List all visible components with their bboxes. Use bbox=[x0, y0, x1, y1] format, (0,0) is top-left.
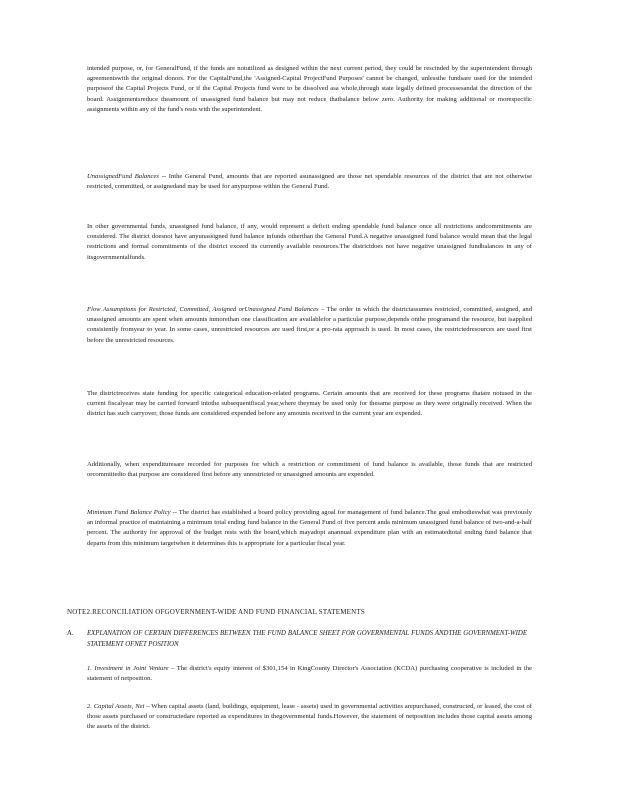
paragraph-heading: UnassignedFund Balances bbox=[87, 173, 159, 180]
paragraph-text: – The order in which the districtassumes restricted, committed, assigned, and unassigned amounts are spent when amounts inmorethan one classification are availablefor a particular purpose,depends onthe programand the resource, but isapplied consistently fromyear to year. In some cases, unrestricted resources are used first,or a pro-rata approach is used. In most cases, the restrictedresources are used first before the unrestricted resources. bbox=[87, 306, 532, 344]
item-text: – When capital assets (land, buildings, equipment, lease - assets) used in governmental activities arepurchased, constructed, or leased, the cost of those assets purchased or constructedare reported as expenditures in thegovernmental funds.However, the statement of netposition includes those capital assets among the assets of the district. bbox=[87, 703, 532, 731]
paragraph-unassigned-fund-balances bbox=[87, 172, 532, 192]
item-capital-assets-net bbox=[87, 702, 532, 733]
section-heading bbox=[67, 628, 537, 650]
paragraph-text: intended purpose, or, for GeneralFund, if the funds are notutilized as designed within the next current period, they could be rescinded by the superintendent through agreementswith the original donors. For the CapitalFund,the 'Assigned-Capital ProjectFund Purposes' cannot be changed, unlessthe fundsare used for the intended purposeof the Capital Projects Fund, or if the Capital Projects fund were to be dissolved asa whole,through state legally defined processesandat the direction of the board. Assignmentsreduce theamount of unassigned fund balance but may not reduce thatbalance below zero. Authority for making additional or morespecific assignments within any of the fund's rests with the superintendent. bbox=[87, 65, 532, 113]
paragraph-text: Additionally, when expendituresare recorded for purposes for which a restriction or commitment of fund balance is available, those funds that are restricted orcommittedto that purpose are considered first before any unrestricted or unassigned amounts are expended. bbox=[87, 461, 532, 479]
item-investment-joint-venture bbox=[87, 664, 532, 684]
section-title: EXPLANATION OF CERTAIN DIFFERENCES BETWEEN THE FUND BALANCE SHEET FOR GOVERNMENTAL FUNDS ANDTHE GOVERNMENT-WIDE STATEMENT OFNET POSITION bbox=[87, 630, 527, 648]
note-title: NOTE2.RECONCILIATION OFGOVERNMENT-WIDE AND FUND FINANCIAL STATEMENTS bbox=[67, 608, 365, 616]
paragraph-text: -- The district has established a board policy providing agoal for management of fund balance.The goal embodieswhat was previously an informal practice of maintaining a minimum total ending fund balance in the General Fund of five percent anda minimum unassigned fund balance of two-and-a-half percent. The authority for approval of the budget rests with the board,which mayadopt anannual expenditure plan with an estimatedtotal ending fund balance that departs from this minimum targetwhen it determines this is appropriate for a particular fiscal year. bbox=[87, 509, 532, 547]
paragraph-other-governmental-funds bbox=[87, 222, 532, 263]
paragraph-flow-assumptions bbox=[87, 305, 532, 346]
paragraph-minimum-fund-balance-policy bbox=[87, 508, 532, 549]
paragraph-additionally bbox=[87, 460, 532, 480]
paragraph-text: -- Inthe General Fund, amounts that are reported asunassigned are those net spendable resources of the district that are not otherwise restricted, committed, or assignedand may be used for anypurpose within the General Fund. bbox=[87, 173, 532, 191]
paragraph-state-funding bbox=[87, 389, 532, 420]
section-letter: A. bbox=[67, 630, 74, 637]
paragraph-fund-assignments bbox=[87, 64, 532, 115]
paragraph-heading: Flow Assumptions for Restricted, Committed, Assigned orUnassigned Fund Balances bbox=[87, 306, 319, 313]
paragraph-text: The districtreceives state funding for specific categorical education-related programs. Certain amounts that are received for these programs thatare notused in the current fiscalyear may be carried forward intothe subsequentfiscal year,where theymay be used only for thesame purpose as they were originally received. When the district has such carryover, those funds are considered expended before any amounts received in the current year are expended. bbox=[87, 390, 532, 418]
paragraph-heading: Minimum Fund Balance Policy bbox=[87, 509, 171, 516]
item-heading: 2. Capital Assets, Net bbox=[87, 703, 145, 710]
paragraph-text: In other governmental funds, unassigned fund balance, if any, would represent a deficit ending spendable fund balance once all restrictions andcommitments are considered. The district doesnot have anyunassigned fund balance infunds otherthan the General Fund.A negative unassigned fund balance would mean that the legal restrictions and formal commitments of the district exceed its currently available resources.The districtdoes not have negative unassigned fundbalances in any of itsgovernmentalfunds. bbox=[87, 223, 532, 261]
item-heading: 1. Investment in Joint Venture bbox=[87, 665, 169, 672]
item-text: – The district's equity interest of $301,154 in KingCounty Director's Association (KCDA) purchasing cooperative is included in the statement of netposition. bbox=[87, 665, 532, 683]
